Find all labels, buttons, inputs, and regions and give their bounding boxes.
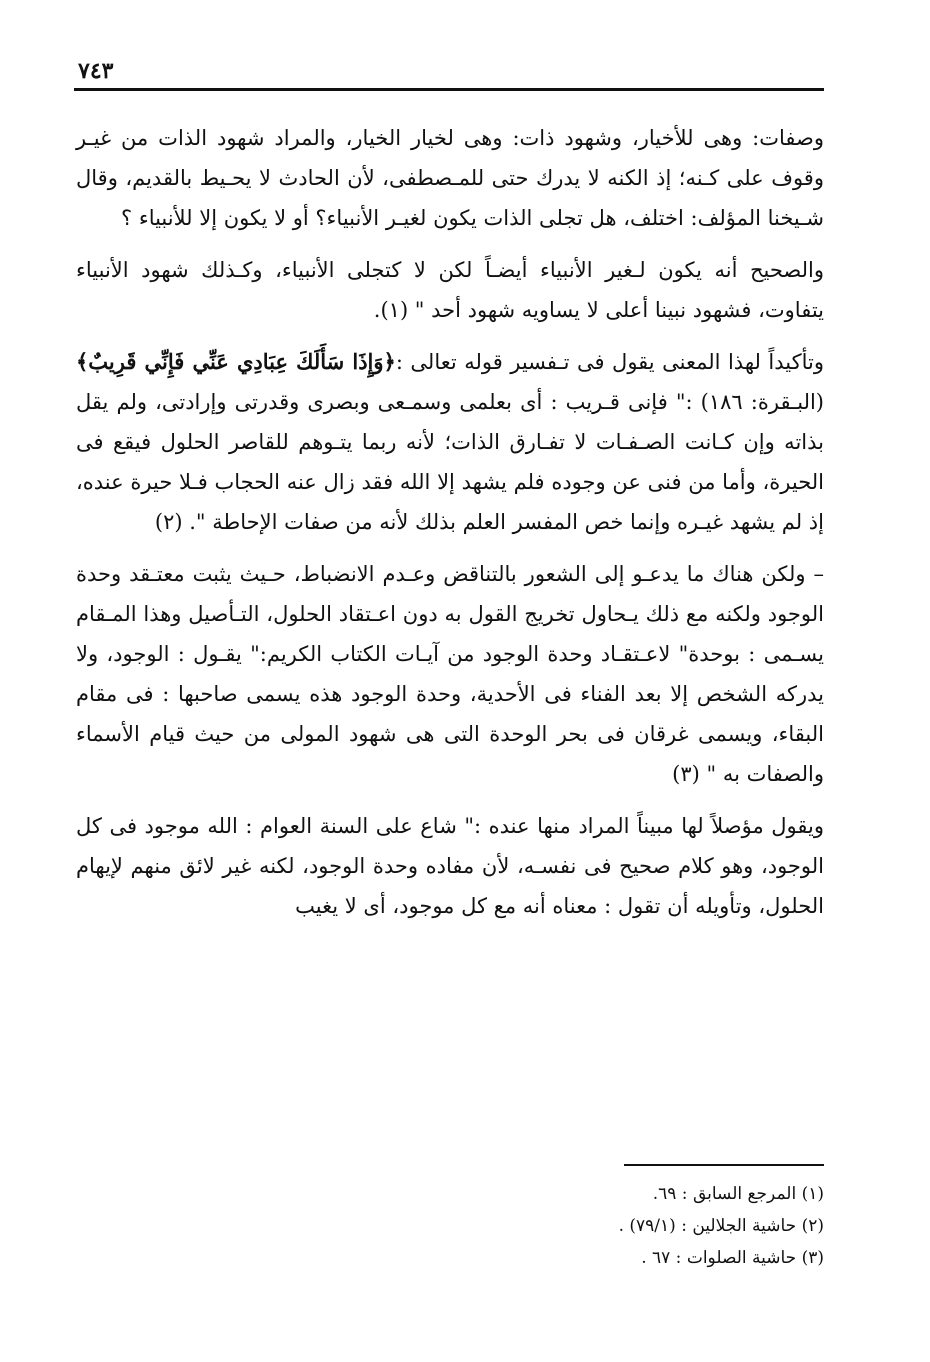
paragraph-3-rest: (البـقرة: ١٨٦) :" فإنى قـريب : أى بعلمى وسمـعى وبصرى وقدرتى وإرادتى، ولم يقل بذاته وإن كـانت الصـفـات لا تفـارق الذات؛ لأنه ربما يتـوهم للقاصر الحلول فيقع فى الحيرة، وأما من فنى عن وجوده فلم يشهد إلا الله فقد زال عنه الحجاب فـلا حيرة عنده، إذ لم يشهد غيـره وإنما خص المفسر العلم بذلك لأنه من صفات الإحاطة ". (٢) [76, 390, 824, 534]
footnotes [500, 1178, 824, 1274]
paragraph-3-intro: وتأكيداً لهذا المعنى يقول فى تـفسير قوله تعالى : [395, 350, 824, 374]
paragraph-3 [76, 342, 824, 542]
paragraph-2: والصحيح أنه يكون لـغير الأنبياء أيضـاً لكن لا كتجلى الأنبياء، وكـذلك شهود الأنبياء يتفاوت، فشهود نبينا أعلى لا يساويه شهود أحد " (١). [76, 258, 824, 322]
quran-verse: ﴿وَإِذَا سَأَلَكَ عِبَادِي عَنِّي فَإِنِّي قَرِيبٌ﴾ [76, 349, 396, 374]
footnote-2: (٢) حاشية الجلالين : (٧٩/١) . [618, 1216, 824, 1236]
footnote-rule [624, 1164, 824, 1166]
paragraph-5: ويقول مؤصلاً لها مبيناً المراد منها عنده :" شاع على السنة العوام : الله موجود فى كل الوجود، وهو كلام صحيح فى نفسـه، لأن مفاده وحدة الوجود، لكنه غير لائق منهم لإيهام الحلول، وتأويله أن تقول : معناه أنه مع كل موجود، أى لا يغيب [76, 814, 824, 918]
paragraph-4: – ولكن هناك ما يدعـو إلى الشعور بالتناقض وعـدم الانضباط، حـيث يثبت معتـقد وحدة الوجود ولكنه مع ذلك يـحاول تخريج القول به دون اعـتقاد الحلول، التـأصيل وهذا المـقام يسـمى : بوحدة" لاعـتقـاد وحدة الوجود من آيـات الكتاب الكريم:" يقـول : الوجود، ولا يدركه الشخص إلا بعد الفناء فى الأحدية، وحدة الوجود هذه يسمى صاحبها : فى مقام البقاء، ويسمى غرقان فى بحر الوحدة التى هى شهود المولى من حيث قيام الأسماء والصفات به " (٣) [76, 562, 824, 786]
footnote-1: (١) المرجع السابق : ٦٩. [652, 1184, 824, 1204]
body-text [76, 118, 824, 938]
header-rule [74, 88, 824, 91]
footnote-3: (٣) حاشية الصلوات : ٦٧ . [641, 1248, 824, 1268]
page-number: ٧٤٣ [78, 58, 114, 84]
paragraph-1: وصفات: وهى للأخيار، وشهود ذات: وهى لخيار الخيار، والمراد شهود الذات من غيـر وقوف على كـنه؛ إذ الكنه لا يدرك حتى للمـصطفى، لأن الحادث لا يحـيط بالقديم، وقال شـيخنا المؤلف: اختلف، هل تجلى الذات يكون لغيـر الأنبياء؟ أو لا يكون إلا للأنبياء ؟ [76, 126, 824, 230]
